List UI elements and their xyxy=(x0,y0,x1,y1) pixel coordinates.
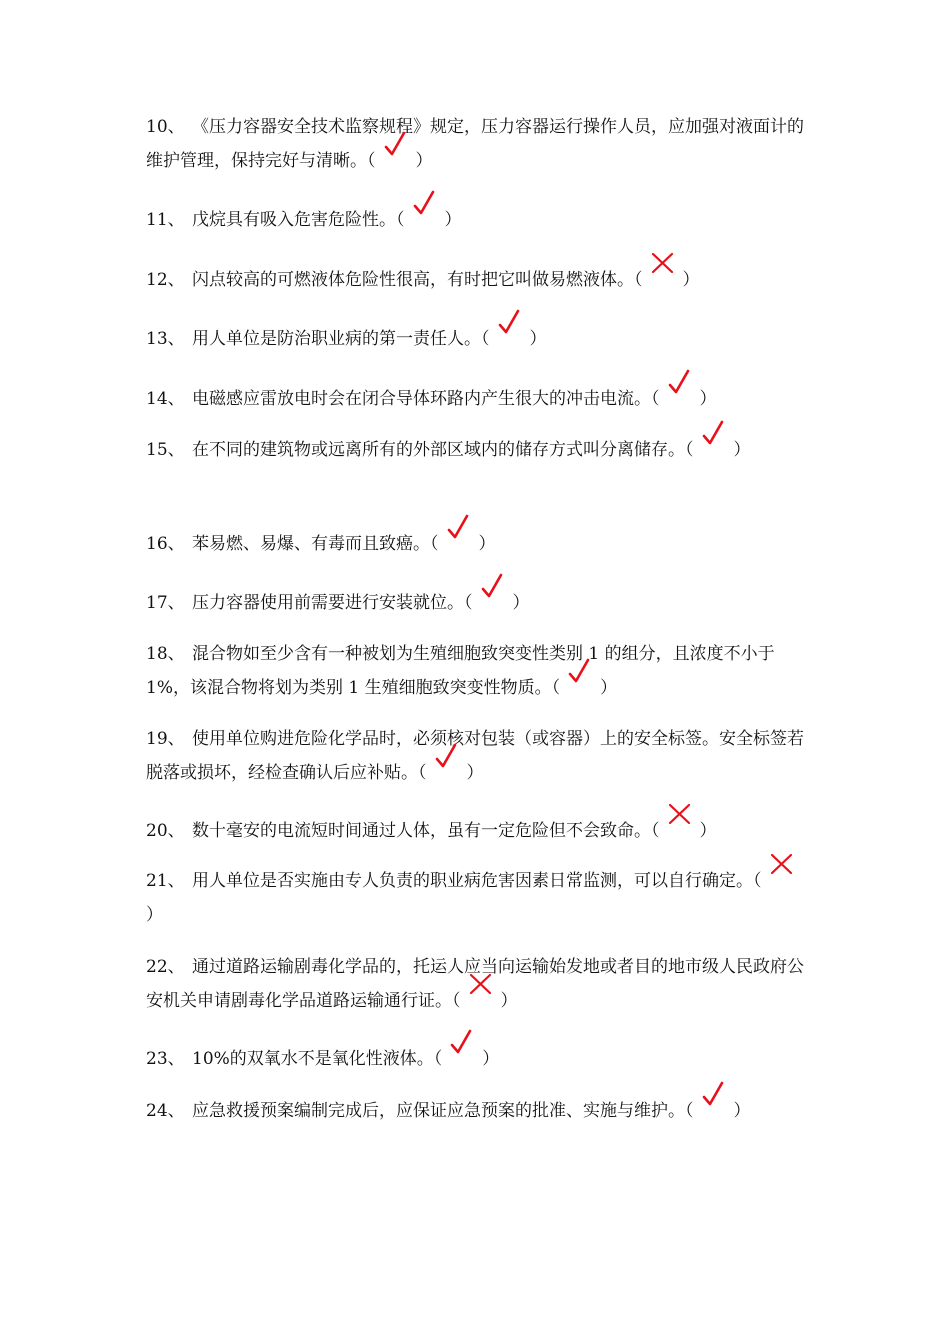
check-mark-icon xyxy=(427,760,467,778)
question-text: 使用单位购进危险化学品时，必须核对包装（或容器）上的安全标签。安全标签若脱落或损坏，经检查确认后应补贴。 xyxy=(146,729,804,783)
answer-paren-open: （ xyxy=(685,1101,694,1121)
question-number: 19、 xyxy=(146,729,185,749)
check-mark-icon xyxy=(660,386,700,404)
question-text: 混合物如至少含有一种被划为生殖细胞致突变性类别 1 的组分，且浓度不小于 1%，该混合物将划为类别 1 生殖细胞致突变性物质。 xyxy=(146,644,775,698)
question-text: 通过道路运输剧毒化学品的，托运人应当向运输始发地或者目的地市级人民政府公安机关申请剧毒化学品道路运输通行证。 xyxy=(146,957,804,1011)
answer-paren-close: ） xyxy=(466,763,484,783)
answer-paren-close: ） xyxy=(529,329,547,349)
check-mark-icon xyxy=(694,437,734,455)
question-text: 在不同的建筑物或远离所有的外部区域内的储存方式叫分离储存。 xyxy=(192,440,685,460)
answer-paren-close: ） xyxy=(682,270,700,290)
question-text: 应急救援预案编制完成后，应保证应急预案的批准、实施与维护。 xyxy=(192,1101,685,1121)
check-mark-icon xyxy=(405,207,445,225)
answer-paren-close: ） xyxy=(146,905,163,925)
answer-paren-open: （ xyxy=(464,593,473,613)
question-number: 13、 xyxy=(146,329,185,349)
question-number: 10、 xyxy=(146,117,185,137)
question-item xyxy=(146,637,816,705)
question-text: 戊烷具有吸入危害危险性。 xyxy=(192,210,396,230)
question-number: 21、 xyxy=(146,871,185,891)
question-item xyxy=(146,433,816,467)
answer-paren-close: ） xyxy=(415,151,433,171)
question-item xyxy=(146,322,816,356)
answer-paren-close: ） xyxy=(699,389,717,409)
cross-mark-icon xyxy=(660,818,700,836)
answer-paren-open: （ xyxy=(367,151,376,171)
cross-mark-icon xyxy=(461,988,501,1006)
answer-paren-close: ） xyxy=(478,534,496,554)
question-item xyxy=(146,1042,816,1076)
answer-paren-open: （ xyxy=(433,1049,443,1069)
answer-paren-open: （ xyxy=(685,440,694,460)
question-text: 电磁感应雷放电时会在闭合导体环路内产生很大的冲击电流。 xyxy=(192,389,651,409)
answer-paren-close: ） xyxy=(482,1049,500,1069)
question-text: 苯易燃、易爆、有毒而且致癌。 xyxy=(192,534,430,554)
check-mark-icon xyxy=(694,1098,734,1116)
question-item xyxy=(146,203,816,237)
check-mark-icon xyxy=(560,675,600,693)
answer-paren-close: ） xyxy=(733,1101,751,1121)
question-item xyxy=(146,1094,816,1128)
question-text: 《压力容器安全技术监察规程》规定，压力容器运行操作人员，应加强对液面计的维护管理，保持完好与清晰。 xyxy=(146,117,804,171)
answer-paren-open: （ xyxy=(418,763,427,783)
answer-paren-open: （ xyxy=(452,991,461,1011)
answer-paren-open: （ xyxy=(481,329,490,349)
check-mark-icon xyxy=(473,590,513,608)
answer-paren-close: ） xyxy=(733,440,751,460)
question-item xyxy=(146,263,816,297)
question-text: 闪点较高的可燃液体危险性很高，有时把它叫做易燃液体。 xyxy=(192,270,634,290)
question-item xyxy=(146,586,816,620)
question-number: 12、 xyxy=(146,270,185,290)
question-text: 10%的双氧水不是氧化性液体。 xyxy=(192,1049,434,1069)
answer-paren-close: ） xyxy=(512,593,530,613)
question-item xyxy=(146,382,816,416)
question-number: 14、 xyxy=(146,389,185,409)
check-mark-icon xyxy=(442,1046,482,1064)
answer-paren-close: ） xyxy=(500,991,518,1011)
question-text: 压力容器使用前需要进行安装就位。 xyxy=(192,593,464,613)
question-item xyxy=(146,950,816,1018)
question-number: 15、 xyxy=(146,440,185,460)
cross-mark-icon xyxy=(762,868,802,886)
question-number: 24、 xyxy=(146,1101,185,1121)
answer-paren-open: （ xyxy=(651,389,660,409)
answer-paren-close: ） xyxy=(600,678,618,698)
question-number: 17、 xyxy=(146,593,185,613)
answer-paren-close: ） xyxy=(444,210,462,230)
answer-paren-open: （ xyxy=(396,210,405,230)
answer-paren-open: （ xyxy=(551,678,561,698)
question-number: 16、 xyxy=(146,534,185,554)
question-item xyxy=(146,814,816,848)
answer-paren-open: （ xyxy=(753,871,762,891)
question-text: 用人单位是防治职业病的第一责任人。 xyxy=(192,329,481,349)
answer-paren-open: （ xyxy=(651,821,660,841)
question-number: 11、 xyxy=(146,210,185,230)
question-number: 23、 xyxy=(146,1049,185,1069)
question-item xyxy=(146,722,816,790)
answer-paren-open: （ xyxy=(634,270,643,290)
check-mark-icon xyxy=(490,326,530,344)
answer-paren-close: ） xyxy=(699,821,717,841)
check-mark-icon xyxy=(376,148,416,166)
question-number: 18、 xyxy=(146,644,185,664)
question-number: 20、 xyxy=(146,821,185,841)
question-text: 用人单位是否实施由专人负责的职业病危害因素日常监测，可以自行确定。 xyxy=(192,871,753,891)
question-item xyxy=(146,110,816,178)
question-item xyxy=(146,864,816,932)
answer-paren-open: （ xyxy=(430,534,439,554)
cross-mark-icon xyxy=(643,267,683,285)
question-number: 22、 xyxy=(146,957,185,977)
question-text: 数十毫安的电流短时间通过人体，虽有一定危险但不会致命。 xyxy=(192,821,651,841)
check-mark-icon xyxy=(439,531,479,549)
question-item xyxy=(146,527,816,561)
